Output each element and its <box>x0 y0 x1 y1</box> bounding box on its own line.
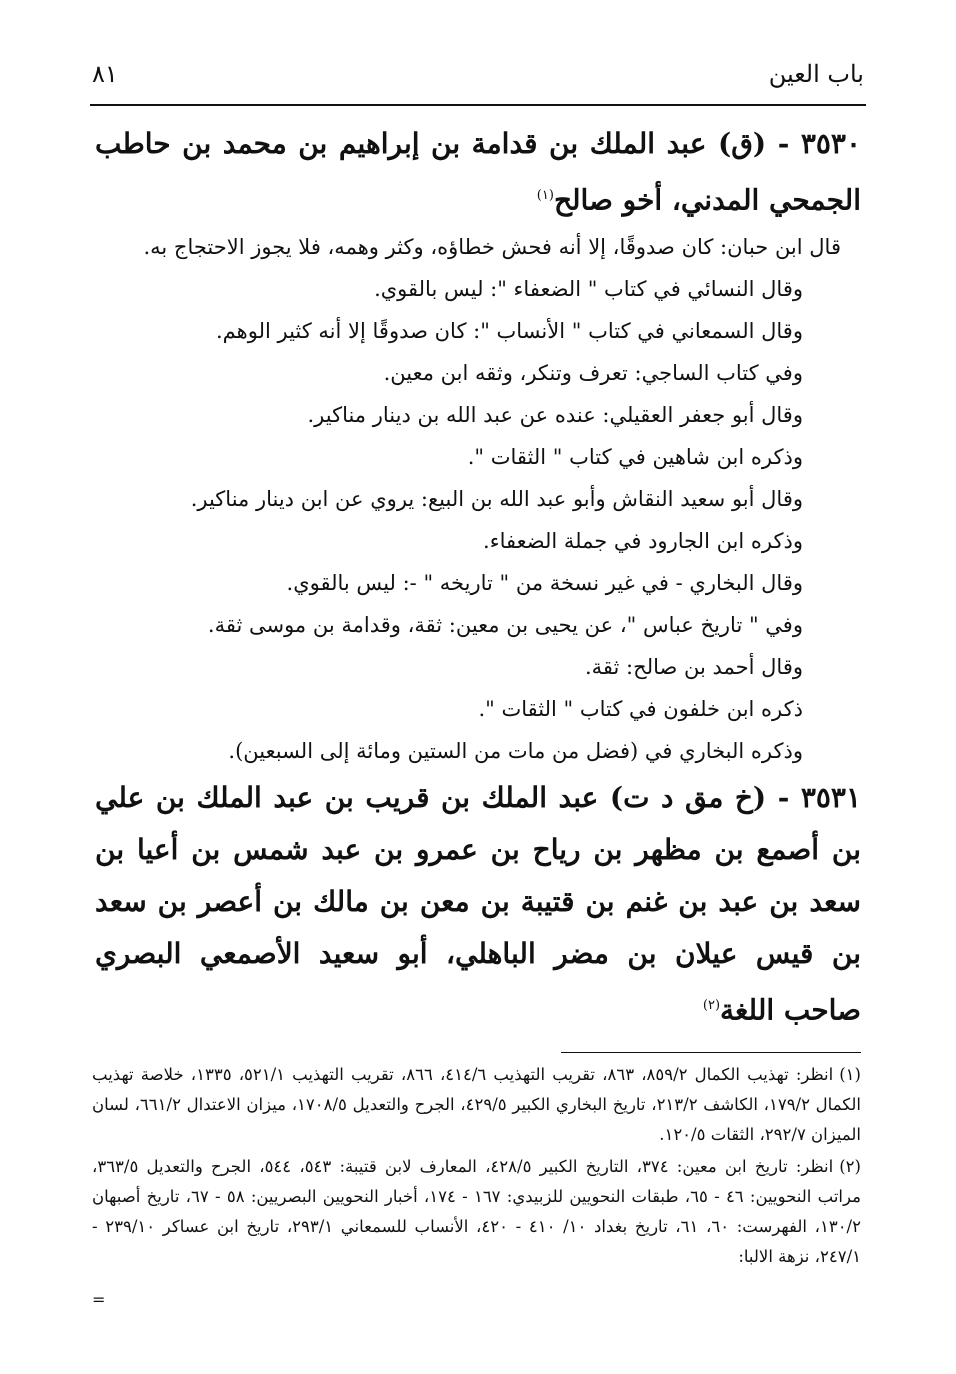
entry-heading-3531 <box>95 772 861 1036</box>
entry-heading-text: ٣٥٣٠ - (ق) عبد الملك بن قدامة بن إبراهيم بن محمد بن حاطب الجمحي المدني، أخو صالح <box>95 127 861 217</box>
running-title: باب العين <box>768 60 864 88</box>
paragraph: ذكره ابن خلفون في كتاب " الثقات ". <box>478 697 803 722</box>
paragraph: وذكره ابن الجارود في جملة الضعفاء. <box>483 529 803 554</box>
page-header <box>92 58 864 98</box>
footnote-1 <box>92 1060 861 1150</box>
header-rule <box>90 104 866 106</box>
paragraph: وقال أبو سعيد النقاش وأبو عبد الله بن البيع: يروي عن ابن دينار مناكير. <box>190 487 803 512</box>
footnote-text: انظر: تهذيب الكمال ٨٥٩/٢، ٨٦٣، تقريب التهذيب ٤١٤/٦، ٨٦٦، تقريب التهذيب ٥٢١/١، ١٣٣٥، خلاصة تهذيب الكمال ١٧٩/٢، الكاشف ٢١٣/٢، تاريخ البخاري الكبير ٤٢٩/٥، الجرح والتعديل ١٧٠٨/٥، ميزان الاعتدال ٦٦١/٢، لسان الميزان ٢٩٢/٧، الثقات ١٢٠/٥. <box>92 1065 861 1144</box>
footnote-mark: (٢) <box>839 1157 861 1176</box>
continuation-mark: = <box>92 1290 106 1309</box>
page-number: ٨١ <box>92 60 118 88</box>
footnote-text: انظر: تاريخ ابن معين: ٣٧٤، التاريخ الكبير ٤٢٨/٥، المعارف لابن قتيبة: ٥٤٣، ٥٤٤، الجرح والتعديل ٣٦٣/٥، مراتب النحويين: ٤٦ - ٦٥، طبقات النحويين للزبيدي: ١٦٧ - ١٧٤، أخبار النحويين البصريين: ٥٨ - ٦٧، تاريخ أصبهان ١٣٠/٢، الفهرست: ٦٠، ٦١، تاريخ بغداد ١٠/ ٤١٠ - ٤٢٠، الأنساب للسمعاني ٢٩٣/١، تاريخ ابن عساكر ٢٣٩/١٠ - ٢٤٧/١، نزهة الالبا: <box>92 1157 861 1266</box>
footnote-ref: (٢) <box>702 998 721 1014</box>
paragraph: وذكره ابن شاهين في كتاب " الثقات ". <box>467 445 803 470</box>
paragraph: وقال السمعاني في كتاب " الأنساب ": كان صدوقًا إلا أنه كثير الوهم. <box>216 319 803 344</box>
footnote-rule <box>561 1052 861 1053</box>
page-body <box>95 118 861 1037</box>
footnote-2 <box>92 1152 861 1272</box>
footnote-ref: (١) <box>536 188 554 203</box>
paragraph: وقال أحمد بن صالح: ثقة. <box>584 655 803 680</box>
footnotes <box>92 1060 861 1274</box>
paragraph: وقال النسائي في كتاب " الضعفاء ": ليس بالقوي. <box>374 277 803 302</box>
entry-heading-3530 <box>95 118 861 226</box>
paragraph: وذكره البخاري في (فضل من مات من الستين ومائة إلى السبعين). <box>228 739 803 764</box>
paragraph: وقال البخاري - في غير نسخة من " تاريخه " -: ليس بالقوي. <box>286 571 803 596</box>
footnote-mark: (١) <box>839 1065 861 1084</box>
entry-heading-text: ٣٥٣١ - (خ مق د ت) عبد الملك بن قريب بن عبد الملك بن علي بن أصمع بن مظهر بن رياح بن عمرو بن عبد شمس بن أعيا بن سعد بن عبد بن غنم بن قتيبة بن معن بن مالك بن أعصر بن سعد بن قيس عيلان بن مضر الباهلي، أبو سعيد الأصمعي البصري صاحب اللغة <box>95 781 861 1027</box>
paragraph: قال ابن حبان: كان صدوقًا، إلا أنه فحش خطاؤه، وكثر وهمه، فلا يجوز الاحتجاج به. <box>143 235 841 260</box>
paragraph: وفي " تاريخ عباس "، عن يحيى بن معين: ثقة، وقدامة بن موسى ثقة. <box>207 613 803 638</box>
paragraph: وفي كتاب الساجي: تعرف وتنكر، وثقه ابن معين. <box>383 361 803 386</box>
paragraph: وقال أبو جعفر العقيلي: عنده عن عبد الله بن دينار مناكير. <box>307 403 803 428</box>
